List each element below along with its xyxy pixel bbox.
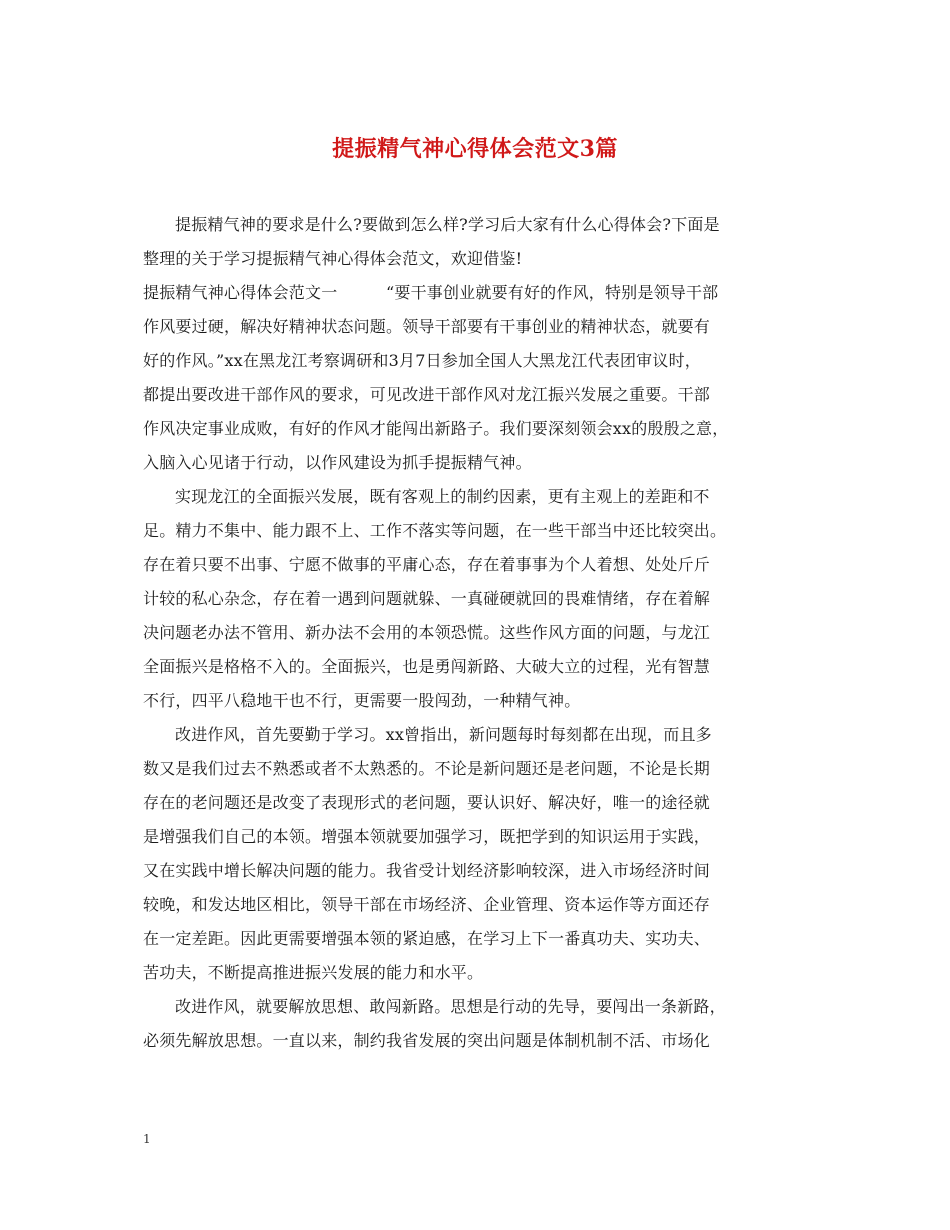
text-line: 都提出要改进干部作风的要求，可见改进干部作风对龙江振兴发展之重要。干部 [143, 385, 711, 404]
text-line: 必须先解放思想。一直以来，制约我省发展的突出问题是体制机制不活、市场化 [143, 1031, 711, 1050]
text-line: 较晚，和发达地区相比，领导干部在市场经济、企业管理、资本运作等方面还存 [143, 895, 711, 914]
text-line: 整理的关于学习提振精气神心得体会范文，欢迎借鉴! [143, 249, 523, 268]
text-line: 改进作风，首先要勤于学习。xx曾指出，新问题每时每刻都在出现，而且多 [175, 725, 712, 744]
text-line: 提振精气神的要求是什么?要做到怎么样?学习后大家有什么心得体会?下面是 [175, 215, 720, 234]
text-line: 作风决定事业成败，有好的作风才能闯出新路子。我们要深刻领会xx的殷殷之意， [143, 419, 729, 438]
text-line: 存在的老问题还是改变了表现形式的老问题，要认识好、解决好，唯一的途径就 [143, 793, 711, 812]
text-line: 实现龙江的全面振兴发展，既有客观上的制约因素，更有主观上的差距和不 [175, 487, 710, 506]
text-line: 又在实践中增长解决问题的能力。我省受计划经济影响较深，进入市场经济时间 [143, 861, 711, 880]
text-line: 是增强我们自己的本领。增强本领就要加强学习，既把学到的知识运用于实践， [143, 827, 711, 846]
document-title: 提振精气神心得体会范文3篇 [332, 136, 618, 162]
text-line: 足。精力不集中、能力跟不上、工作不落实等问题，在一些干部当中还比较突出。 [143, 521, 727, 540]
text-line: 苦功夫，不断提高推进振兴发展的能力和水平。 [143, 963, 484, 982]
text-line: 不行，四平八稳地干也不行，更需要一股闯劲，一种精气神。 [143, 691, 581, 710]
document-body [143, 208, 811, 1058]
text-line: 好的作风。”xx在黑龙江考察调研和3月7日参加全国人大黑龙江代表团审议时， [143, 351, 701, 370]
text-line: 数又是我们过去不熟悉或者不太熟悉的。不论是新问题还是老问题，不论是长期 [143, 759, 711, 778]
text-line: 全面振兴是格格不入的。全面振兴，也是勇闯新路、大破大立的过程，光有智慧 [143, 657, 711, 676]
text-line: 计较的私心杂念，存在着一遇到问题就躲、一真碰硬就回的畏难情绪，存在着解 [143, 589, 711, 608]
text-line: 决问题老办法不管用、新办法不会用的本领恐慌。这些作风方面的问题，与龙江 [143, 623, 711, 642]
text-line: 存在着只要不出事、宁愿不做事的平庸心态，存在着事事为个人着想、处处斤斤 [143, 555, 711, 574]
text-line: 提振精气神心得体会范文一 “要干事创业就要有好的作风，特别是领导干部 [143, 283, 719, 302]
text-line: 改进作风，就要解放思想、敢闯新路。思想是行动的先导，要闯出一条新路， [175, 997, 726, 1016]
text-line: 在一定差距。因此更需要增强本领的紧迫感，在学习上下一番真功夫、实功夫、 [143, 929, 711, 948]
page-number: 1 [143, 1132, 151, 1146]
text-line: 作风要过硬，解决好精神状态问题。领导干部要有干事创业的精神状态，就要有 [143, 317, 711, 336]
text-line: 入脑入心见诸于行动，以作风建设为抓手提振精气神。 [143, 453, 532, 472]
